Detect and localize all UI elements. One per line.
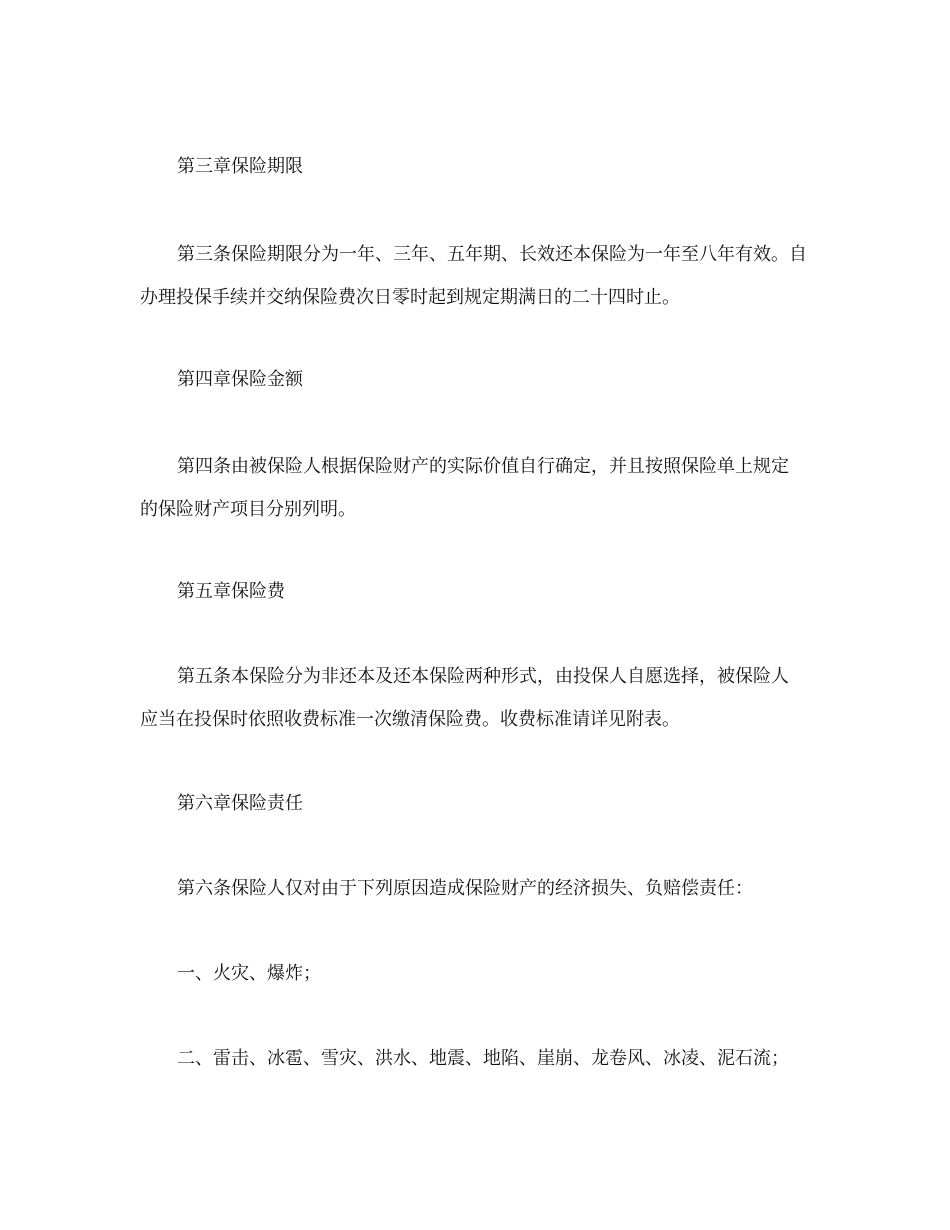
- article-paragraph-line: 应当在投保时依照收费标准一次缴清保险费。收费标准请详见附表。: [140, 709, 680, 730]
- chapter-heading: 第三章保险期限: [177, 156, 303, 177]
- list-item: 二、雷击、冰雹、雪灾、洪水、地震、地陷、崖崩、龙卷风、冰凌、泥石流；: [177, 1048, 789, 1069]
- article-paragraph-line: 第六条保险人仅对由于下列原因造成保险财产的经济损失、负赔偿责任：: [177, 878, 753, 899]
- article-paragraph-line: 办理投保手续并交纳保险费次日零时起到规定期满日的二十四时止。: [140, 287, 680, 308]
- list-item: 一、火灾、爆炸；: [177, 963, 321, 984]
- chapter-heading: 第五章保险费: [177, 581, 285, 602]
- article-paragraph-line: 第五条本保险分为非还本及还本保险两种形式，由投保人自愿选择，被保险人: [177, 666, 789, 687]
- article-paragraph-line: 的保险财产项目分别列明。: [140, 499, 356, 520]
- chapter-heading: 第四章保险金额: [177, 369, 303, 390]
- article-paragraph-line: 第三条保险期限分为一年、三年、五年期、长效还本保险为一年至八年有效。自: [177, 244, 807, 265]
- article-paragraph-line: 第四条由被保险人根据保险财产的实际价值自行确定，并且按照保险单上规定: [177, 456, 789, 477]
- chapter-heading: 第六章保险责任: [177, 793, 303, 814]
